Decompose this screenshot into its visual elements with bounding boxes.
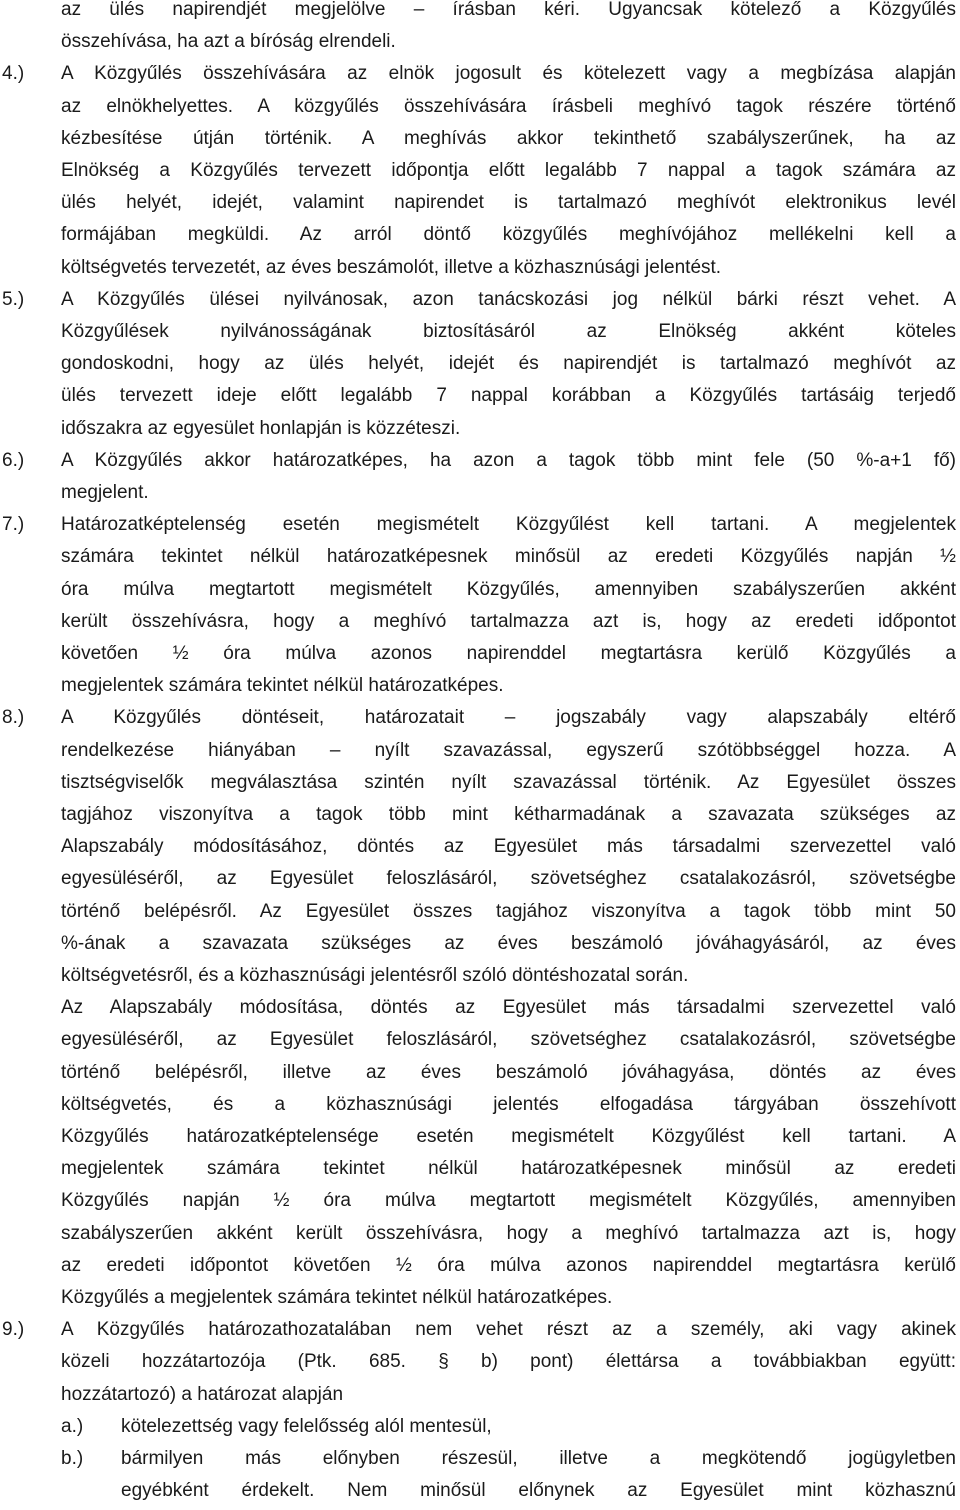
text-line (0, 26, 960, 58)
paragraph-text: óra múlva megtartott megismételt Közgyűlés, amennyiben szabályszerűen akként (61, 578, 956, 600)
text-line (0, 574, 960, 606)
paragraph-text: időszakra az egyesület honlapján is közzéteszi. (61, 417, 461, 439)
text-line (0, 252, 960, 284)
paragraph-text: megjelentek számára tekintet nélkül határozatképes. (61, 675, 504, 697)
paragraph-text: összehívása, ha azt a bíróság elrendeli. (61, 31, 396, 53)
paragraph-text: kézbesítése útján történik. A meghívás akkor tekinthető szabályszerűnek, ha az (61, 127, 956, 149)
text-line (0, 413, 960, 445)
paragraph-text: tagjához viszonyítva a tagok több mint kétharmadának a szavazata szükséges az (61, 804, 956, 825)
paragraph-text: Elnökség a Közgyűlés tervezett időpontja előtt legalább 7 nappal a tagok számára az (61, 160, 956, 181)
item-number: 7.) (2, 514, 25, 536)
text-line (0, 380, 960, 412)
paragraph-text: számára tekintet nélkül határozatképesnek minősül az eredeti Közgyűlés napján ½ (61, 546, 956, 568)
paragraph-text: A Közgyűlés ülései nyilvánosak, azon tanácskozási jog nélkül bárki részt vehet. A (61, 288, 956, 310)
paragraph-text: szabályszerűen akként került összehívásra, hogy a meghívó tartalmazza azt is, hogy (61, 1222, 956, 1244)
paragraph-text: hozzátartozó) a határozat alapján (61, 1383, 344, 1405)
paragraph-text: A Közgyűlés akkor határozatképes, ha azon a tagok több mint fele (50 %-a+1 fő) (61, 449, 956, 471)
text-line (0, 928, 960, 960)
text-line (0, 1314, 960, 1346)
paragraph-text: az ülés napirendjét megjelölve – írásban kéri. Ugyancsak kötelező a Közgyűlés (61, 0, 956, 20)
text-line (0, 91, 960, 123)
paragraph-text: Közgyűlések nyilvánosságának biztosításáról az Elnökség akként köteles (61, 321, 956, 342)
paragraph-text: követően ½ óra múlva azonos napirenddel megtartásra kerülő Közgyűlés a (61, 643, 956, 664)
text-line (0, 735, 960, 767)
paragraph-text: ülés helyét, idejét, valamint napirendet is tartalmazó meghívót elektronikus levél (61, 192, 956, 214)
text-line (0, 1346, 960, 1378)
text-line (0, 316, 960, 348)
text-line (0, 960, 960, 992)
paragraph-text: költségvetés tervezetét, az éves beszámolót, illetve a közhasznúsági jelentést. (61, 256, 722, 278)
paragraph-text: Alapszabály módosításához, döntés az Egyesület más társadalmi szervezettel való (61, 836, 956, 858)
text-line (0, 1153, 960, 1185)
paragraph-text: költségvetés, és a közhasznúsági jelentés elfogadása tárgyában összehívott (61, 1093, 956, 1115)
paragraph-text: megjelent. (61, 482, 149, 503)
paragraph-text: %-ának a szavazata szükséges az éves beszámoló jóváhagyásáról, az éves (61, 932, 956, 954)
subitem-label: b.) (61, 1448, 84, 1469)
paragraph-text: megjelentek számára tekintet nélkül határozatképesnek minősül az eredeti (61, 1158, 956, 1180)
text-line (0, 799, 960, 831)
paragraph-text: egyébként érdekelt. Nem minősül előnynek az Egyesület mint közhasznú (121, 1480, 956, 1502)
text-line (0, 670, 960, 702)
text-line (0, 219, 960, 251)
paragraph-text: történő belépésről. Az Egyesület összes tagjához viszonyítva a tagok több mint 50 (61, 900, 956, 922)
paragraph-text: tisztségviselők megválasztása szintén nyílt szavazással történik. Az Egyesület összes (61, 771, 956, 793)
paragraph-text: rendelkezése hiányában – nyílt szavazással, egyszerű szótöbbséggel hozza. A (61, 739, 956, 761)
text-line (0, 1218, 960, 1250)
text-line (0, 863, 960, 895)
paragraph-text: költségvetésről, és a közhasznúsági jelentésről szóló döntéshozatal során. (61, 965, 689, 986)
text-line (0, 1121, 960, 1153)
text-line (0, 123, 960, 155)
paragraph-text: került összehívásra, hogy a meghívó tartalmazza azt is, hogy az eredeti időpontot (61, 610, 956, 632)
paragraph-text: Az Alapszabály módosítása, döntés az Egyesület más társadalmi szervezettel való (61, 997, 956, 1019)
text-line (0, 606, 960, 638)
item-number: 4.) (2, 63, 25, 85)
text-line (0, 348, 960, 380)
text-line (0, 58, 960, 90)
text-line (0, 1475, 960, 1507)
paragraph-text: A Közgyűlés döntéseit, határozatait – jogszabály vagy alapszabály eltérő (61, 707, 956, 729)
item-number: 9.) (2, 1319, 25, 1341)
text-line (0, 1411, 960, 1443)
text-line (0, 702, 960, 734)
paragraph-text: Határozatképtelenség esetén megismételt Közgyűlést kell tartani. A megjelentek (61, 514, 956, 536)
text-line (0, 1185, 960, 1217)
paragraph-text: az eredeti időpontot követően ½ óra múlva azonos napirenddel megtartásra kerülő (61, 1254, 956, 1276)
paragraph-text: Közgyűlés a megjelentek számára tekintet nélkül határozatképes. (61, 1287, 613, 1308)
paragraph-text: történő belépésről, illetve az éves beszámoló jóváhagyása, döntés az éves (61, 1061, 956, 1083)
paragraph-text: bármilyen más előnyben részesül, illetve a megkötendő jogügyletben (121, 1448, 956, 1469)
text-line (0, 1282, 960, 1314)
text-line (0, 1250, 960, 1282)
text-line (0, 0, 960, 26)
text-line (0, 638, 960, 670)
paragraph-text: A Közgyűlés határozathozatalában nem vehet részt az a személy, aki vagy akinek (61, 1319, 956, 1341)
text-line (0, 831, 960, 863)
text-line (0, 155, 960, 187)
text-line (0, 1443, 960, 1475)
paragraph-text: közeli hozzátartozója (Ptk. 685. § b) pont) élettársa a továbbiakban együtt: (61, 1351, 956, 1373)
paragraph-text: ülés tervezett ideje előtt legalább 7 nappal korábban a Közgyűlés tartásáig terjedő (61, 385, 956, 407)
paragraph-text: egyesüléséről, az Egyesület feloszlásáról, szövetséghez csatalakozásról, szövetségbe (61, 1029, 956, 1051)
text-line (0, 284, 960, 316)
text-line (0, 187, 960, 219)
paragraph-text: A Közgyűlés összehívására az elnök jogosult és kötelezett vagy a megbízása alapján (61, 63, 956, 85)
text-line (0, 1057, 960, 1089)
text-line (0, 767, 960, 799)
text-line (0, 896, 960, 928)
paragraph-text: Közgyűlés határozatképtelensége esetén megismételt Közgyűlést kell tartani. A (61, 1126, 956, 1147)
item-number: 6.) (2, 449, 25, 471)
text-line (0, 477, 960, 509)
text-line (0, 1024, 960, 1056)
paragraph-text: gondoskodni, hogy az ülés helyét, idejét és napirendjét is tartalmazó meghívót az (61, 353, 956, 375)
paragraph-text: formájában megküldi. Az arról döntő közgyűlés meghívójához mellékelni kell a (61, 224, 956, 246)
item-number: 5.) (2, 288, 25, 310)
subitem-label: a.) (61, 1415, 84, 1437)
text-line (0, 992, 960, 1024)
text-line (0, 509, 960, 541)
text-line (0, 541, 960, 573)
paragraph-text: egyesüléséről, az Egyesület feloszlásáról, szövetséghez csatalakozásról, szövetségbe (61, 868, 956, 890)
paragraph-text: az elnökhelyettes. A közgyűlés összehívására írásbeli meghívó tagok részére történő (61, 95, 956, 117)
text-line (0, 1089, 960, 1121)
paragraph-text: Közgyűlés napján ½ óra múlva megtartott megismételt Közgyűlés, amennyiben (61, 1190, 956, 1212)
item-number: 8.) (2, 707, 25, 729)
paragraph-text: kötelezettség vagy felelősség alól mentesül, (121, 1415, 492, 1437)
text-line (0, 445, 960, 477)
text-line (0, 1379, 960, 1411)
